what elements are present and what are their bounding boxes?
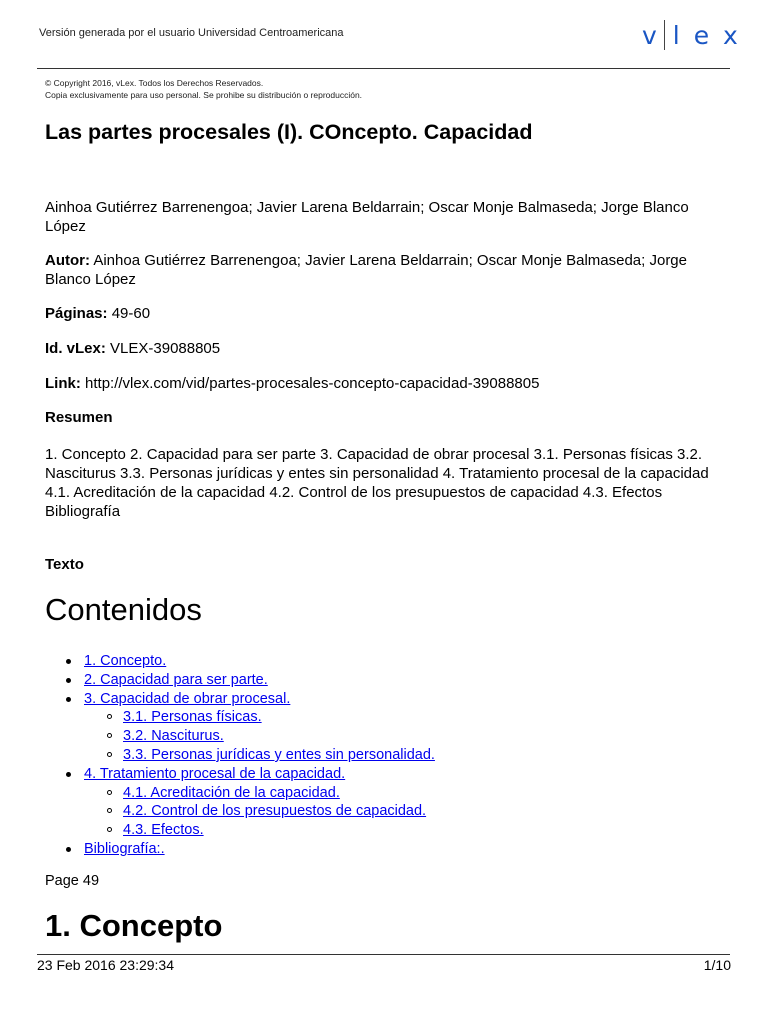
logo-letter-e: e xyxy=(693,20,711,50)
resumen-label: Resumen xyxy=(45,409,113,426)
toc-link[interactable]: 2. Capacidad para ser parte. xyxy=(84,671,268,688)
toc-link[interactable]: 4.3. Efectos. xyxy=(123,822,204,839)
paginas-field xyxy=(45,304,725,323)
bullet-circle-icon xyxy=(107,790,112,795)
bullet-dot-icon xyxy=(66,678,71,683)
resumen-text: 1. Concepto 2. Capacidad para ser parte 3. Capacidad de obrar procesal 3.1. Personas físicas 3.2. Nasciturus 3.3. Personas jurídicas y entes sin personalidad 4. Tratamiento procesal de la capacidad 4.1. Acreditación de la capacidad 4.2. Control de los presupuestos de capacidad 4.3. Efectos Bibliografía xyxy=(45,446,709,520)
toc-link[interactable]: 4. Tratamiento procesal de la capacidad. xyxy=(84,765,346,782)
toc-subitem xyxy=(45,708,435,727)
footer-divider xyxy=(37,954,730,955)
bullet-circle-icon xyxy=(107,827,112,832)
toc-item xyxy=(45,690,435,709)
toc-list xyxy=(45,652,435,859)
toc-item xyxy=(45,765,435,784)
texto-label: Texto xyxy=(45,556,84,573)
toc-item xyxy=(45,671,435,690)
paginas-label: Páginas: xyxy=(45,305,108,322)
toc-link[interactable]: Bibliografía:. xyxy=(84,840,165,857)
toc-link[interactable]: 3. Capacidad de obrar procesal. xyxy=(84,690,291,707)
link-field xyxy=(45,374,725,393)
toc-link[interactable]: 3.1. Personas físicas. xyxy=(123,709,262,726)
logo-letter-v: v xyxy=(642,20,658,50)
toc-link[interactable]: 4.1. Acreditación de la capacidad. xyxy=(123,784,340,801)
header-divider xyxy=(37,68,730,69)
contents-heading: Contenidos xyxy=(45,592,202,627)
autor-value: Ainhoa Gutiérrez Barrenengoa; Javier Larena Beldarrain; Oscar Monje Balmaseda; Jorge Blanco López xyxy=(45,252,687,288)
bullet-dot-icon xyxy=(66,659,71,664)
toc-subitem xyxy=(45,746,435,765)
toc-subitem xyxy=(45,784,435,803)
copyright-line-2: Copia exclusivamente para uso personal. Se prohibe su distribución o reproducción. xyxy=(45,90,363,100)
copyright-line-1: © Copyright 2016, vLex. Todos los Derechos Reservados. xyxy=(45,78,264,88)
idvlex-value: VLEX-39088805 xyxy=(110,340,221,357)
header-user-version: Versión generada por el usuario Universidad Centroamericana xyxy=(39,27,344,39)
idvlex-label: Id. vLex: xyxy=(45,340,106,357)
logo-letter-l: l xyxy=(672,20,681,50)
toc-subitem xyxy=(45,821,435,840)
toc-item xyxy=(45,652,435,671)
bullet-circle-icon xyxy=(107,752,112,757)
table-of-contents xyxy=(45,652,435,859)
bullet-circle-icon xyxy=(107,808,112,813)
vlex-logo[interactable] xyxy=(642,18,743,52)
toc-subitem xyxy=(45,727,435,746)
copyright-notice xyxy=(45,77,362,101)
toc-subitem xyxy=(45,802,435,821)
paginas-value: 49-60 xyxy=(111,305,151,322)
idvlex-field xyxy=(45,339,725,358)
bullet-dot-icon xyxy=(66,847,71,852)
document-title: Las partes procesales (I). COncepto. Capacidad xyxy=(45,120,533,144)
bullet-dot-icon xyxy=(66,772,71,777)
toc-link[interactable]: 3.2. Nasciturus. xyxy=(123,728,224,745)
authors-line: Ainhoa Gutiérrez Barrenengoa; Javier Larena Beldarrain; Oscar Monje Balmaseda; Jorge Blanco López xyxy=(45,199,689,235)
toc-link[interactable]: 1. Concepto. xyxy=(84,653,167,669)
section-heading: 1. Concepto xyxy=(45,908,223,943)
toc-link[interactable]: 3.3. Personas jurídicas y entes sin personalidad. xyxy=(123,746,435,763)
toc-link[interactable]: 4.2. Control de los presupuestos de capacidad. xyxy=(123,803,427,820)
bullet-dot-icon xyxy=(66,697,71,702)
autor-label: Autor: xyxy=(45,252,90,269)
link-value[interactable]: http://vlex.com/vid/partes-procesales-concepto-capacidad-39088805 xyxy=(85,375,540,392)
bullet-circle-icon xyxy=(107,733,112,738)
autor-field xyxy=(45,251,725,289)
footer-date: 23 Feb 2016 23:29:34 xyxy=(37,957,175,973)
footer-page-number: 1/10 xyxy=(703,957,731,973)
bullet-circle-icon xyxy=(107,714,112,719)
link-label: Link: xyxy=(45,375,81,392)
logo-divider xyxy=(664,20,665,50)
page-marker: Page 49 xyxy=(45,873,100,889)
logo-letter-x: x xyxy=(723,20,739,50)
toc-item xyxy=(45,840,435,859)
